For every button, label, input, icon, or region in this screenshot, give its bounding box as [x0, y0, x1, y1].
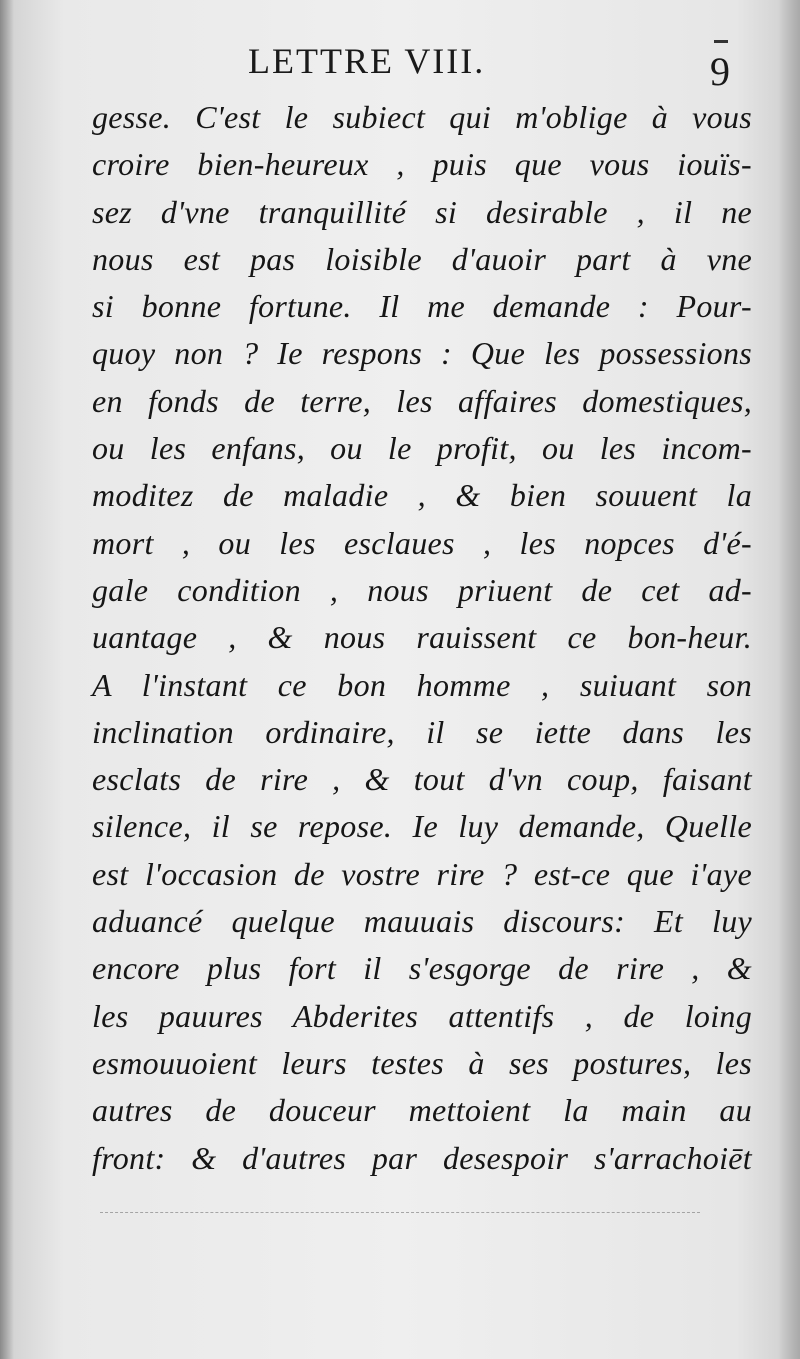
text-line: front: & d'autres par desespoir s'arrachoiēt [92, 1139, 752, 1176]
print-mark [714, 40, 728, 43]
text-line: les pauures Abderites attentifs , de loing [92, 997, 752, 1034]
page-number: 9 [710, 49, 730, 94]
text-line: inclination ordinaire, il se iette dans les [92, 713, 752, 750]
text-line: sez d'vne tranquillité si desirable , il ne [92, 193, 752, 230]
text-line: mort , ou les esclaues , les nopces d'é- [92, 524, 752, 561]
text-line: silence, il se repose. Ie luy demande, Quelle [92, 808, 752, 845]
text-line: croire bien-heureux , puis que vous iouïs- [92, 146, 752, 183]
text-line: en fonds de terre, les affaires domestiques, [92, 382, 752, 419]
body-text [92, 94, 752, 1182]
text-line: uantage , & nous rauissent ce bon-heur. [92, 619, 752, 656]
text-line: autres de douceur mettoient la main au [92, 1092, 752, 1129]
text-line: A l'instant ce bon homme , suiuant son [92, 666, 752, 703]
text-line: quoy non ? Ie respons : Que les possessions [92, 335, 752, 372]
text-line: est l'occasion de vostre rire ? est-ce que i'aye [92, 855, 752, 892]
text-line: gale condition , nous priuent de cet ad- [92, 571, 752, 608]
text-line: aduancé quelque mauuais discours: Et luy [92, 903, 752, 940]
text-line: nous est pas loisible d'auoir part à vne [92, 240, 752, 277]
running-title: LETTRE VIII. [248, 41, 486, 81]
text-line: encore plus fort il s'esgorge de rire , & [92, 950, 752, 987]
text-line: moditez de maladie , & bien souuent la [92, 477, 752, 514]
page-edge-rule [100, 1212, 700, 1214]
text-line: si bonne fortune. Il me demande : Pour- [92, 288, 752, 325]
text-line: esmouuoient leurs testes à ses postures, les [92, 1044, 752, 1081]
text-line: ou les enfans, ou le profit, ou les incom- [92, 430, 752, 467]
text-line: esclats de rire , & tout d'vn coup, faisant [92, 761, 752, 798]
text-line: gesse. C'est le subiect qui m'oblige à vous [92, 99, 752, 135]
